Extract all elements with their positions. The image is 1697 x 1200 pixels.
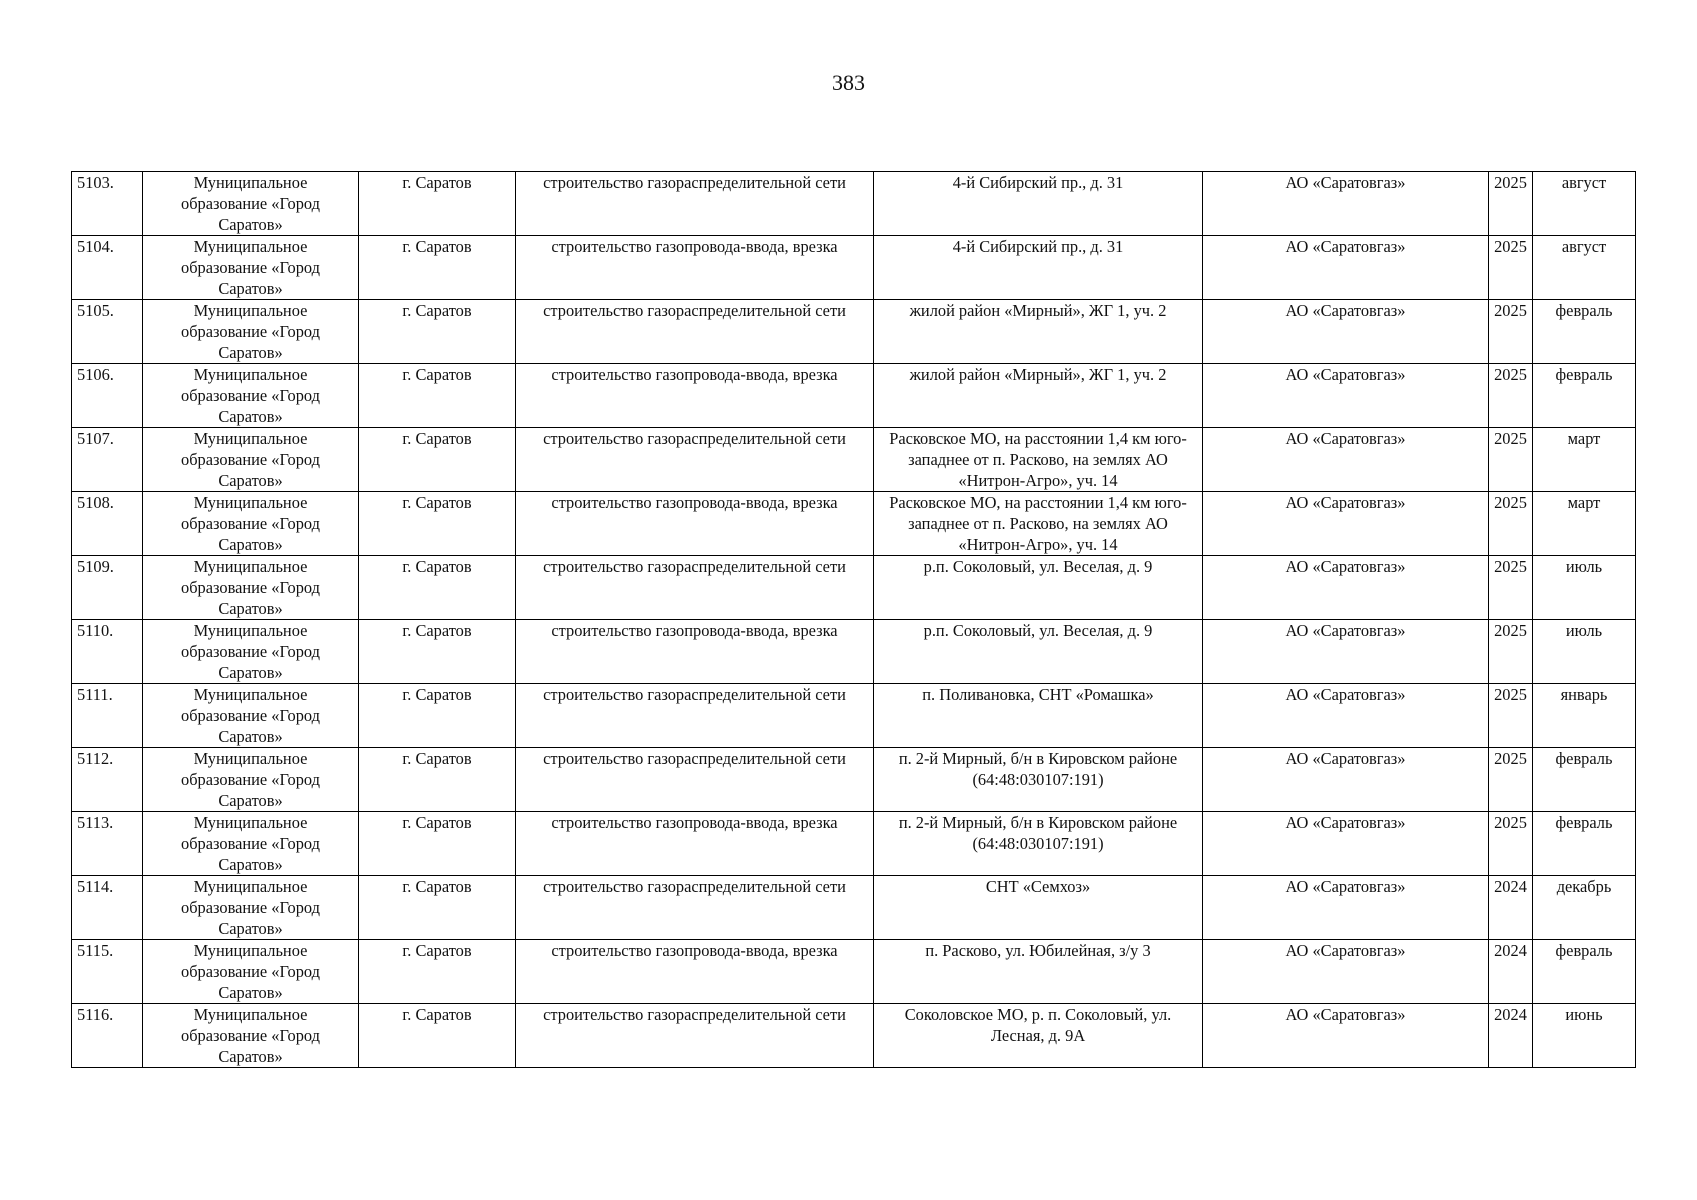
year-cell: 2025: [1489, 172, 1533, 236]
month-cell: август: [1533, 236, 1636, 300]
municipality-cell: Муниципальное образование «Город Саратов»: [143, 1004, 359, 1068]
settlement-cell: г. Саратов: [359, 236, 516, 300]
address-cell: СНТ «Семхоз»: [874, 876, 1203, 940]
table-row: [72, 556, 1636, 620]
row-number-cell: 5113.: [72, 812, 143, 876]
registry-body: [72, 172, 1636, 1068]
municipality-cell: Муниципальное образование «Город Саратов»: [143, 556, 359, 620]
settlement-cell: г. Саратов: [359, 876, 516, 940]
address-cell: жилой район «Мирный», ЖГ 1, уч. 2: [874, 300, 1203, 364]
settlement-cell: г. Саратов: [359, 1004, 516, 1068]
municipality-cell: Муниципальное образование «Город Саратов»: [143, 172, 359, 236]
year-cell: 2025: [1489, 812, 1533, 876]
row-number-cell: 5105.: [72, 300, 143, 364]
table-row: [72, 492, 1636, 556]
table-row: [72, 940, 1636, 1004]
year-cell: 2024: [1489, 876, 1533, 940]
row-number-cell: 5104.: [72, 236, 143, 300]
settlement-cell: г. Саратов: [359, 940, 516, 1004]
municipality-cell: Муниципальное образование «Город Саратов»: [143, 300, 359, 364]
month-cell: декабрь: [1533, 876, 1636, 940]
table-row: [72, 236, 1636, 300]
row-number-cell: 5103.: [72, 172, 143, 236]
operator-cell: АО «Саратовгаз»: [1203, 1004, 1489, 1068]
row-number-cell: 5109.: [72, 556, 143, 620]
work-type-cell: строительство газораспределительной сети: [516, 428, 874, 492]
month-cell: февраль: [1533, 364, 1636, 428]
table-row: [72, 300, 1636, 364]
operator-cell: АО «Саратовгаз»: [1203, 748, 1489, 812]
month-cell: февраль: [1533, 812, 1636, 876]
month-cell: март: [1533, 492, 1636, 556]
municipality-cell: Муниципальное образование «Город Саратов»: [143, 876, 359, 940]
address-cell: п. Расково, ул. Юбилейная, з/у 3: [874, 940, 1203, 1004]
year-cell: 2025: [1489, 748, 1533, 812]
address-cell: п. Поливановка, СНТ «Ромашка»: [874, 684, 1203, 748]
month-cell: июнь: [1533, 1004, 1636, 1068]
month-cell: февраль: [1533, 300, 1636, 364]
municipality-cell: Муниципальное образование «Город Саратов»: [143, 492, 359, 556]
address-cell: п. 2-й Мирный, б/н в Кировском районе (64:48:030107:191): [874, 812, 1203, 876]
work-type-cell: строительство газопровода-ввода, врезка: [516, 364, 874, 428]
row-number-cell: 5107.: [72, 428, 143, 492]
work-type-cell: строительство газораспределительной сети: [516, 684, 874, 748]
month-cell: февраль: [1533, 940, 1636, 1004]
year-cell: 2025: [1489, 620, 1533, 684]
row-number-cell: 5112.: [72, 748, 143, 812]
year-cell: 2024: [1489, 1004, 1533, 1068]
work-type-cell: строительство газопровода-ввода, врезка: [516, 620, 874, 684]
settlement-cell: г. Саратов: [359, 492, 516, 556]
settlement-cell: г. Саратов: [359, 684, 516, 748]
operator-cell: АО «Саратовгаз»: [1203, 620, 1489, 684]
municipality-cell: Муниципальное образование «Город Саратов»: [143, 812, 359, 876]
settlement-cell: г. Саратов: [359, 172, 516, 236]
month-cell: февраль: [1533, 748, 1636, 812]
work-type-cell: строительство газопровода-ввода, врезка: [516, 236, 874, 300]
work-type-cell: строительство газораспределительной сети: [516, 748, 874, 812]
work-type-cell: строительство газопровода-ввода, врезка: [516, 492, 874, 556]
municipality-cell: Муниципальное образование «Город Саратов»: [143, 684, 359, 748]
year-cell: 2025: [1489, 236, 1533, 300]
operator-cell: АО «Саратовгаз»: [1203, 364, 1489, 428]
table-row: [72, 428, 1636, 492]
settlement-cell: г. Саратов: [359, 812, 516, 876]
municipality-cell: Муниципальное образование «Город Саратов»: [143, 940, 359, 1004]
address-cell: п. 2-й Мирный, б/н в Кировском районе (64:48:030107:191): [874, 748, 1203, 812]
table-row: [72, 620, 1636, 684]
work-type-cell: строительство газораспределительной сети: [516, 300, 874, 364]
table-row: [72, 876, 1636, 940]
work-type-cell: строительство газопровода-ввода, врезка: [516, 812, 874, 876]
year-cell: 2025: [1489, 428, 1533, 492]
settlement-cell: г. Саратов: [359, 748, 516, 812]
operator-cell: АО «Саратовгаз»: [1203, 172, 1489, 236]
operator-cell: АО «Саратовгаз»: [1203, 556, 1489, 620]
address-cell: р.п. Соколовый, ул. Веселая, д. 9: [874, 620, 1203, 684]
table-row: [72, 684, 1636, 748]
year-cell: 2025: [1489, 492, 1533, 556]
table-row: [72, 364, 1636, 428]
work-type-cell: строительство газораспределительной сети: [516, 556, 874, 620]
address-cell: 4-й Сибирский пр., д. 31: [874, 172, 1203, 236]
operator-cell: АО «Саратовгаз»: [1203, 940, 1489, 1004]
operator-cell: АО «Саратовгаз»: [1203, 428, 1489, 492]
address-cell: Расковское МО, на расстоянии 1,4 км юго-западнее от п. Расково, на землях АО «Нитрон-Агро», уч. 14: [874, 492, 1203, 556]
year-cell: 2025: [1489, 556, 1533, 620]
address-cell: жилой район «Мирный», ЖГ 1, уч. 2: [874, 364, 1203, 428]
work-type-cell: строительство газораспределительной сети: [516, 172, 874, 236]
settlement-cell: г. Саратов: [359, 428, 516, 492]
municipality-cell: Муниципальное образование «Город Саратов»: [143, 428, 359, 492]
settlement-cell: г. Саратов: [359, 620, 516, 684]
row-number-cell: 5114.: [72, 876, 143, 940]
municipality-cell: Муниципальное образование «Город Саратов»: [143, 236, 359, 300]
address-cell: 4-й Сибирский пр., д. 31: [874, 236, 1203, 300]
year-cell: 2025: [1489, 364, 1533, 428]
row-number-cell: 5111.: [72, 684, 143, 748]
row-number-cell: 5108.: [72, 492, 143, 556]
row-number-cell: 5115.: [72, 940, 143, 1004]
address-cell: Расковское МО, на расстоянии 1,4 км юго-западнее от п. Расково, на землях АО «Нитрон-Агро», уч. 14: [874, 428, 1203, 492]
page-number: 383: [832, 70, 865, 95]
month-cell: март: [1533, 428, 1636, 492]
work-type-cell: строительство газораспределительной сети: [516, 1004, 874, 1068]
operator-cell: АО «Саратовгаз»: [1203, 492, 1489, 556]
operator-cell: АО «Саратовгаз»: [1203, 300, 1489, 364]
table-row: [72, 1004, 1636, 1068]
row-number-cell: 5106.: [72, 364, 143, 428]
address-cell: р.п. Соколовый, ул. Веселая, д. 9: [874, 556, 1203, 620]
settlement-cell: г. Саратов: [359, 300, 516, 364]
municipality-cell: Муниципальное образование «Город Саратов»: [143, 364, 359, 428]
settlement-cell: г. Саратов: [359, 364, 516, 428]
address-cell: Соколовское МО, р. п. Соколовый, ул. Лесная, д. 9А: [874, 1004, 1203, 1068]
row-number-cell: 5116.: [72, 1004, 143, 1068]
year-cell: 2025: [1489, 684, 1533, 748]
operator-cell: АО «Саратовгаз»: [1203, 812, 1489, 876]
row-number-cell: 5110.: [72, 620, 143, 684]
year-cell: 2024: [1489, 940, 1533, 1004]
municipality-cell: Муниципальное образование «Город Саратов»: [143, 748, 359, 812]
settlement-cell: г. Саратов: [359, 556, 516, 620]
work-type-cell: строительство газопровода-ввода, врезка: [516, 940, 874, 1004]
operator-cell: АО «Саратовгаз»: [1203, 876, 1489, 940]
registry-table: [71, 171, 1636, 1068]
month-cell: январь: [1533, 684, 1636, 748]
month-cell: июль: [1533, 556, 1636, 620]
table-row: [72, 748, 1636, 812]
month-cell: август: [1533, 172, 1636, 236]
operator-cell: АО «Саратовгаз»: [1203, 684, 1489, 748]
municipality-cell: Муниципальное образование «Город Саратов»: [143, 620, 359, 684]
table-row: [72, 172, 1636, 236]
year-cell: 2025: [1489, 300, 1533, 364]
table-row: [72, 812, 1636, 876]
work-type-cell: строительство газораспределительной сети: [516, 876, 874, 940]
operator-cell: АО «Саратовгаз»: [1203, 236, 1489, 300]
month-cell: июль: [1533, 620, 1636, 684]
